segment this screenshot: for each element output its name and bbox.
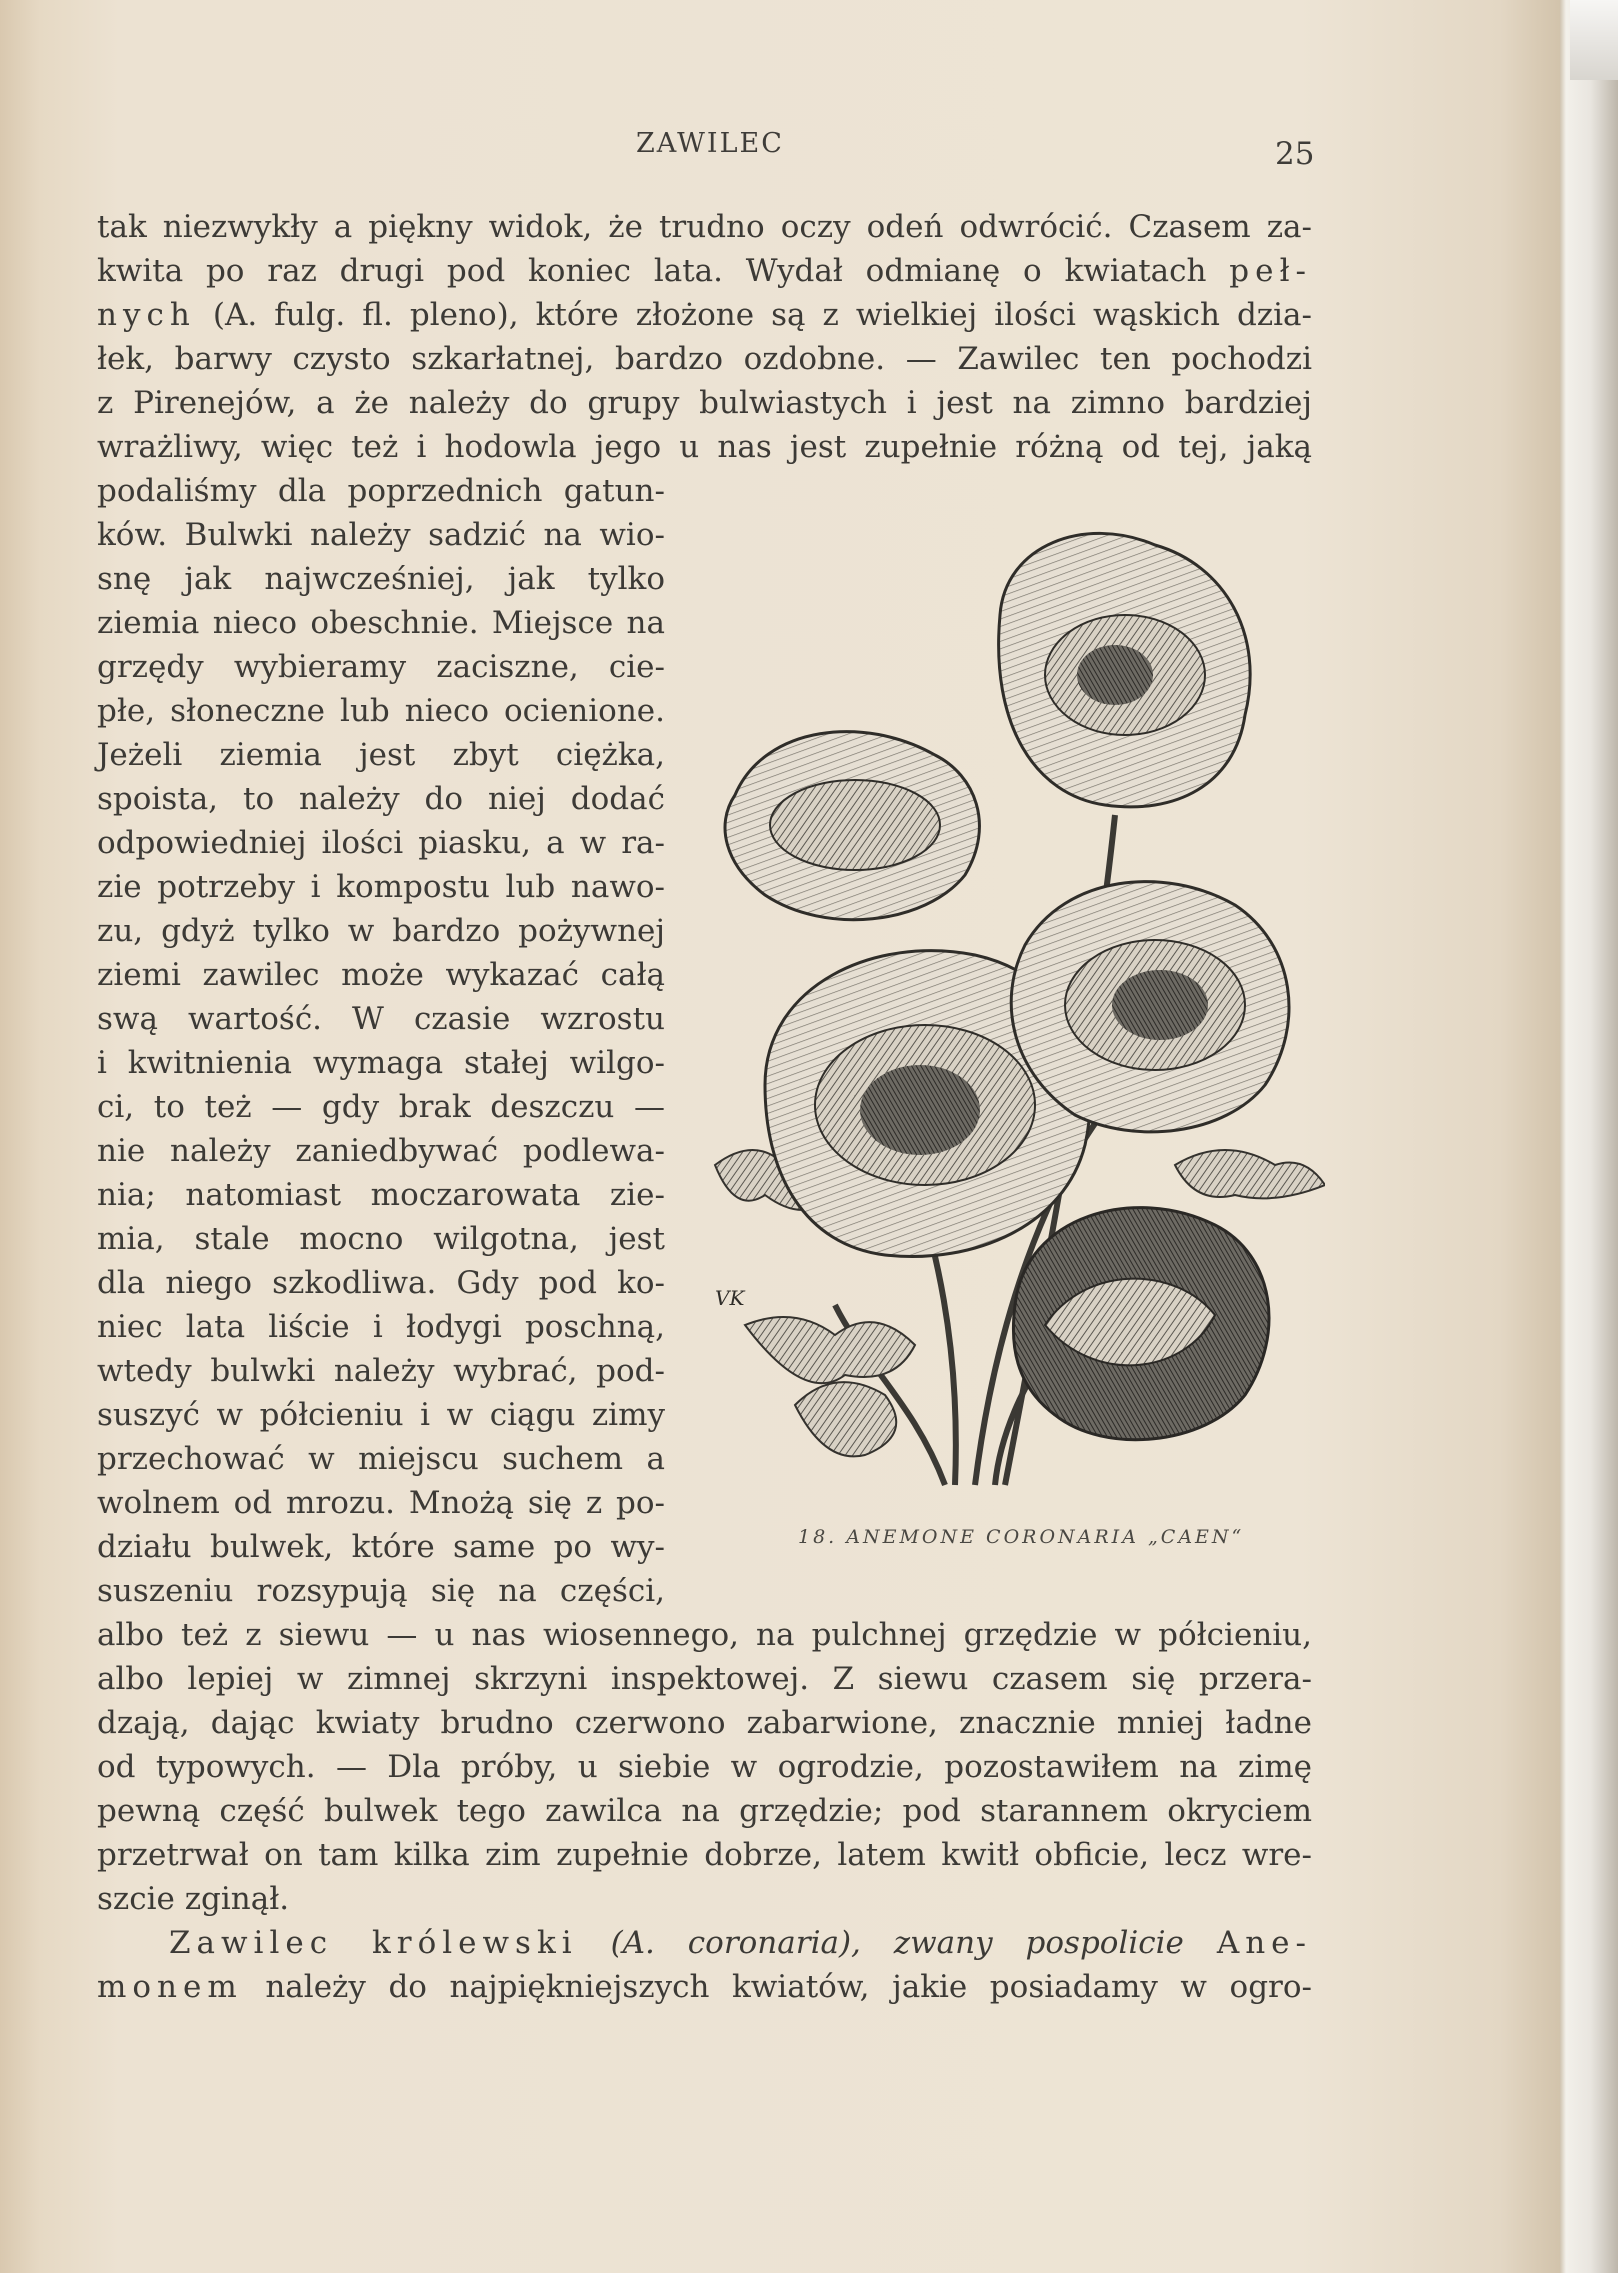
text-line: wolnem od mrozu. Mnożą się z po-: [97, 1485, 665, 1521]
text-line: szcie zginął.: [97, 1881, 290, 1917]
spaced-word: Ane-: [1216, 1925, 1312, 1961]
text-block-top: [97, 205, 1312, 469]
text-line: zie potrzeby i kompostu lub nawo-: [97, 869, 665, 905]
artist-monogram: VK: [715, 1286, 745, 1310]
text-line: dla niego szkodliwa. Gdy pod ko-: [97, 1265, 665, 1301]
page-number: 25: [1275, 136, 1315, 172]
flower-bottom-right: [1013, 1208, 1269, 1440]
text-line: z Pirenejów, a że należy do grupy bulwiastych i jest na zimno bardziej: [97, 385, 1312, 421]
text-line: wtedy bulwki należy wybrać, pod-: [97, 1353, 665, 1389]
text-line: ziemia nieco obeschnie. Miejsce na: [97, 605, 665, 641]
text-line: ziemi zawilec może wykazać całą: [97, 957, 665, 993]
text-line: nie należy zaniedbywać podlewa-: [97, 1133, 665, 1169]
spaced-word: monem: [97, 1969, 243, 2005]
anemone-engraving-illustration: [705, 525, 1325, 1515]
running-head: ZAWILEC: [636, 128, 784, 159]
text-line: Zawilec królewski (A. coronaria), zwany pospolicie Ane-: [169, 1925, 1312, 1961]
text-line: suszyć w półcieniu i w ciągu zimy: [97, 1397, 665, 1433]
flower-top-right: [999, 533, 1251, 806]
text-line: niec lata liście i łodygi poschną,: [97, 1309, 665, 1345]
flower-left: [725, 732, 979, 920]
spaced-title: Zawilec królewski: [169, 1925, 578, 1961]
text-line: ci, to też — gdy brak deszczu —: [97, 1089, 665, 1125]
text-line: przetrwał on tam kilka zim zupełnie dobrze, latem kwitł obficie, lecz wre-: [97, 1837, 1312, 1873]
text-line: kwita po raz drugi pod koniec lata. Wydał odmianę o kwiatach peł-: [97, 253, 1312, 289]
text-line: podaliśmy dla poprzednich gatun-: [97, 473, 665, 509]
text-line: przechować w miejscu suchem a: [97, 1441, 665, 1477]
spaced-word: nych: [97, 297, 196, 333]
text-block-bottom: [97, 1613, 1312, 2009]
text-line: albo też z siewu — u nas wiosennego, na pulchnej grzędzie w półcieniu,: [97, 1617, 1312, 1653]
figure-caption: 18. ANEMONE CORONARIA „CAEN“: [798, 1526, 1245, 1548]
text-line: mia, stale mocno wilgotna, jest: [97, 1221, 665, 1257]
text-line: dzają, dając kwiaty brudno czerwono zabarwione, znacznie mniej ładne: [97, 1705, 1312, 1741]
text-line: pewną część bulwek tego zawilca na grzędzie; pod starannem okryciem: [97, 1793, 1312, 1829]
text-line: swą wartość. W czasie wzrostu: [97, 1001, 665, 1037]
text-column: [97, 469, 665, 1613]
text-line: grzędy wybieramy zaciszne, cie-: [97, 649, 665, 685]
text-line: tak niezwykły a piękny widok, że trudno oczy odeń odwrócić. Czasem za-: [97, 209, 1312, 245]
adjacent-page-edge: [1560, 0, 1618, 2273]
text-line: albo lepiej w zimnej skrzyni inspektowej. Z siewu czasem się przera-: [97, 1661, 1312, 1697]
text-line: snę jak najwcześniej, jak tylko: [97, 561, 665, 597]
text-line: ków. Bulwki należy sadzić na wio-: [97, 517, 665, 553]
text-line: zu, gdyż tylko w bardzo pożywnej: [97, 913, 665, 949]
spaced-word: peł-: [1229, 253, 1312, 289]
text-line: od typowych. — Dla próby, u siebie w ogrodzie, pozostawiłem na zimę: [97, 1749, 1312, 1785]
text-line: płe, słoneczne lub nieco ocienione.: [97, 693, 665, 729]
text-line: łek, barwy czysto szkarłatnej, bardzo ozdobne. — Zawilec ten pochodzi: [97, 341, 1312, 377]
text-line: działu bulwek, które same po wy-: [97, 1529, 665, 1565]
text-line: nia; natomiast moczarowata zie-: [97, 1177, 665, 1213]
text-line: nych (A. fulg. fl. pleno), które złożone są z wielkiej ilości wąskich dzia-: [97, 297, 1313, 333]
text-line: odpowiedniej ilości piasku, a w ra-: [97, 825, 665, 861]
text-line: Jeżeli ziemia jest zbyt ciężka,: [97, 737, 665, 773]
text-line: monem należy do najpiękniejszych kwiatów, jakie posiadamy w ogro-: [97, 1969, 1313, 2005]
text-line: spoista, to należy do niej dodać: [97, 781, 665, 817]
text-line: wrażliwy, więc też i hodowla jego u nas jest zupełnie różną od tej, jaką: [97, 429, 1312, 465]
text-line: suszeniu rozsypują się na części,: [97, 1573, 665, 1609]
flower-right: [1011, 882, 1289, 1132]
text-line: i kwitnienia wymaga stałej wilgo-: [97, 1045, 665, 1081]
